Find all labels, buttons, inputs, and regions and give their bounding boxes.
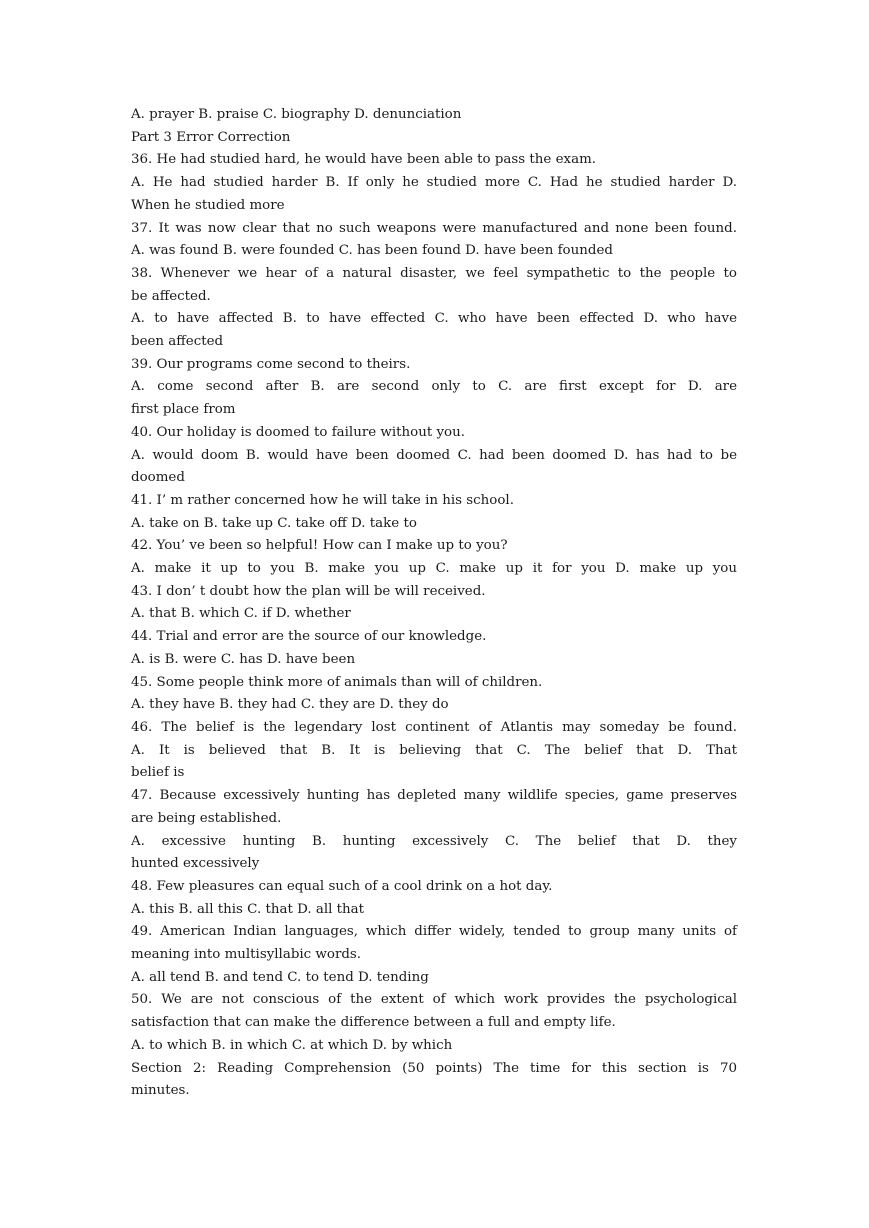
text-line: first place from [131, 402, 236, 418]
text-line: minutes. [131, 1083, 190, 1099]
text-line: A. would doom B. would have been doomed C. had been doomed D. has had to be [131, 447, 737, 463]
text-line: A. It is believed that B. It is believing that C. The belief that D. That [131, 742, 737, 758]
text-line: A. that B. which C. if D. whether [131, 606, 351, 622]
text-line: been affected [131, 334, 224, 350]
text-line: meaning into multisyllabic words. [131, 947, 362, 963]
text-line: 39. Our programs come second to theirs. [131, 356, 411, 372]
text-line: Part 3 Error Correction [131, 129, 291, 145]
text-line: belief is [131, 765, 185, 781]
text-line: A. prayer B. praise C. biography D. denunciation [131, 107, 462, 122]
text-line: A. come second after B. are second only to C. are first except for D. are [131, 379, 737, 395]
text-line: satisfaction that can make the difference between a full and empty life. [131, 1015, 616, 1031]
text-line: A. make it up to you B. make you up C. make up it for you D. make up you [131, 561, 737, 577]
text-line: 47. Because excessively hunting has depleted many wildlife species, game preserves [131, 788, 737, 804]
text-line: 48. Few pleasures can equal such of a cool drink on a hot day. [131, 878, 553, 894]
text-line: A. to have affected B. to have effected C. who have been effected D. who have [131, 311, 737, 327]
text-line: Section 2: Reading Comprehension (50 points) The time for this section is 70 [131, 1060, 737, 1076]
document-page [131, 104, 737, 1103]
text-line: 41. I’ m rather concerned how he will take in his school. [131, 492, 514, 508]
text-line: When he studied more [131, 197, 285, 213]
text-line: A. this B. all this C. that D. all that [131, 901, 365, 917]
text-line: 38. Whenever we hear of a natural disaster, we feel sympathetic to the people to [131, 265, 737, 281]
text-line: 43. I don’ t doubt how the plan will be will received. [131, 583, 486, 599]
text-line: A. they have B. they had C. they are D. they do [131, 697, 449, 713]
text-line: 37. It was now clear that no such weapons were manufactured and none been found. [131, 220, 737, 236]
text-line: doomed [131, 470, 185, 486]
text-line: 45. Some people think more of animals than will of children. [131, 674, 543, 690]
text-line: are being established. [131, 810, 282, 826]
text-line: A. all tend B. and tend C. to tend D. tending [131, 969, 429, 985]
text-line: A. to which B. in which C. at which D. by which [131, 1037, 453, 1053]
text-line: A. is B. were C. has D. have been [131, 651, 356, 667]
text-line: A. take on B. take up C. take off D. take to [131, 515, 417, 531]
text-line: A. excessive hunting B. hunting excessively C. The belief that D. they [131, 833, 737, 849]
text-line: 50. We are not conscious of the extent of which work provides the psychological [131, 992, 737, 1008]
text-line: hunted excessively [131, 856, 260, 872]
text-line: A. He had studied harder B. If only he studied more C. Had he studied harder D. [131, 175, 737, 191]
text-line: A. was found B. were founded C. has been found D. have been founded [131, 243, 613, 259]
text-line: be affected. [131, 288, 211, 304]
text-line: 49. American Indian languages, which differ widely, tended to group many units of [131, 924, 737, 940]
text-line: 44. Trial and error are the source of our knowledge. [131, 629, 487, 645]
text-line: 40. Our holiday is doomed to failure without you. [131, 424, 465, 440]
text-line: 46. The belief is the legendary lost continent of Atlantis may someday be found. [131, 719, 737, 735]
text-line: 36. He had studied hard, he would have been able to pass the exam. [131, 152, 597, 168]
text-line: 42. You’ ve been so helpful! How can I make up to you? [131, 538, 508, 554]
